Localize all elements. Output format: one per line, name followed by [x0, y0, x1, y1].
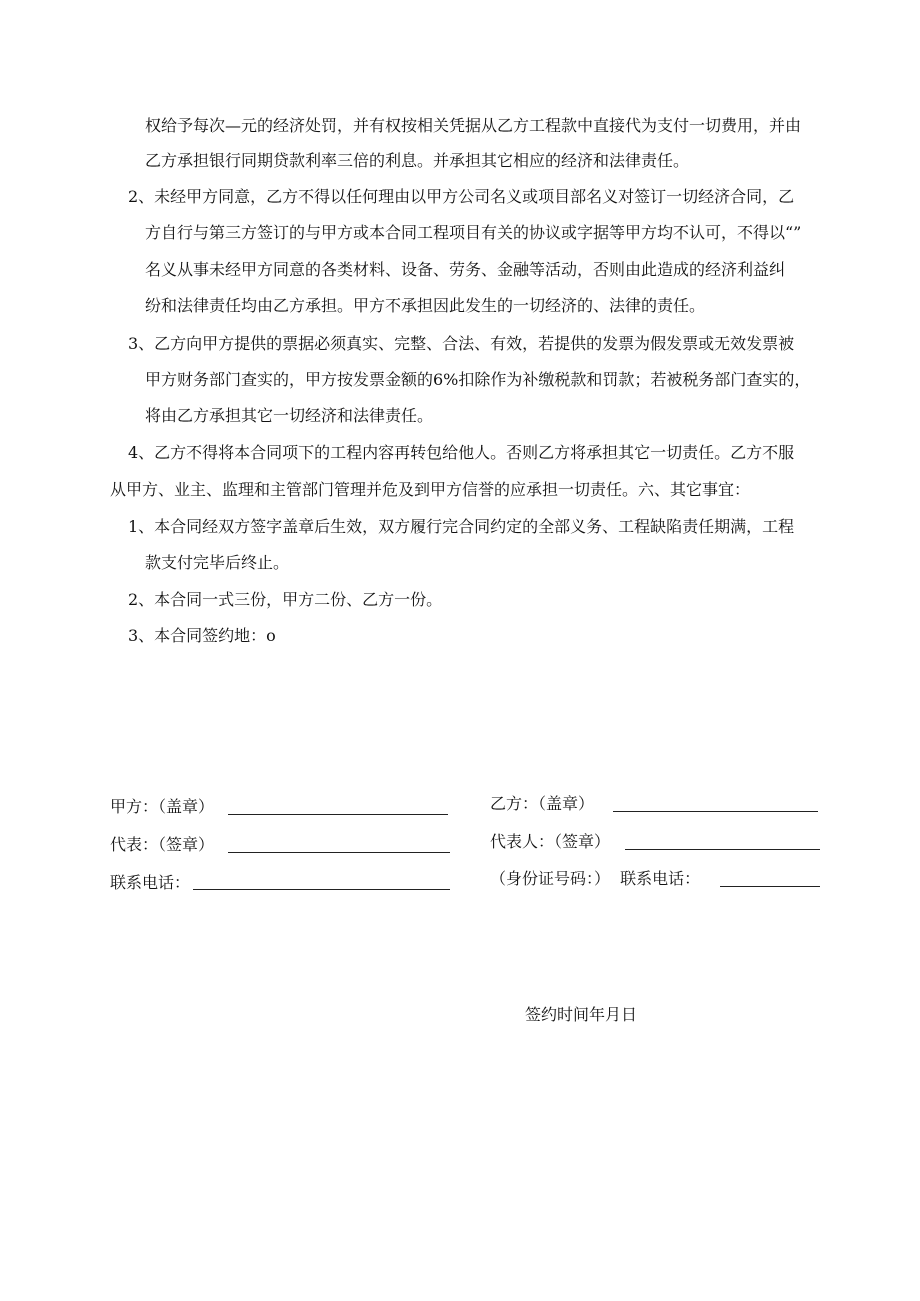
- other-2-line: 2、本合同一式三份，甲方二份、乙方一份。: [128, 590, 443, 609]
- party-a-phone-line: [193, 889, 450, 890]
- party-b-id-phone-label: （身份证号码：） 联系电话：: [490, 869, 701, 888]
- party-b-seal-line: [613, 811, 818, 812]
- party-b-rep-label: 代表人：（签章）: [490, 832, 611, 851]
- clause-4-line-1: 4、乙方不得将本合同项下的工程内容再转包给他人。否则乙方将承担其它一切责任。乙方不服: [128, 443, 795, 462]
- party-a-phone-label: 联系电话：: [110, 873, 191, 892]
- party-b-rep-line: [625, 849, 820, 850]
- clause-3-line-3: 将由乙方承担其它一切经济和法律责任。: [145, 406, 434, 425]
- party-b-phone-line: [720, 886, 820, 887]
- continuation-line-2: 乙方承担银行同期贷款利率三倍的利息。并承担其它相应的经济和法律责任。: [145, 151, 690, 170]
- clause-3-line-2: 甲方财务部门查实的，甲方按发票金额的6%扣除作为补缴税款和罚款；若被税务部门查实的，: [145, 370, 811, 389]
- party-a-seal-label: 甲方：（盖章）: [110, 797, 215, 816]
- continuation-line-1: 权给予每次—元的经济处罚，并有权按相关凭据从乙方工程款中直接代为支付一切费用，并由: [145, 116, 802, 135]
- clause-2-line-4: 纷和法律责任均由乙方承担。甲方不承担因此发生的一切经济的、法律的责任。: [145, 296, 706, 315]
- other-1-line-1: 1、本合同经双方签字盖章后生效，双方履行完合同约定的全部义务、工程缺陷责任期满，工程: [128, 517, 795, 536]
- clause-3-line-1: 3、乙方向甲方提供的票据必须真实、完整、合法、有效，若提供的发票为假发票或无效发票被: [128, 334, 795, 353]
- party-a-seal-line: [228, 814, 448, 815]
- signing-date: 签约时间年月日: [525, 1005, 638, 1024]
- clause-2-line-3: 名义从事未经甲方同意的各类材料、设备、劳务、金融等活动，否则由此造成的经济利益纠: [145, 260, 786, 279]
- party-b-seal-label: 乙方：（盖章）: [490, 794, 595, 813]
- party-a-rep-label: 代表：（签章）: [110, 835, 215, 854]
- clause-2-line-2: 方自行与第三方签订的与甲方或本合同工程项目有关的协议或字据等甲方均不认可，不得以“”: [145, 223, 802, 242]
- other-3-line: 3、本合同签约地：o: [128, 626, 276, 645]
- clause-2-line-1: 2、未经甲方同意，乙方不得以任何理由以甲方公司名义或项目部名义对签订一切经济合同，乙: [128, 187, 795, 206]
- party-a-rep-line: [228, 852, 450, 853]
- other-1-line-2: 款支付完毕后终止。: [145, 553, 290, 572]
- clause-4-line-2: 从甲方、业主、监理和主管部门管理并危及到甲方信誉的应承担一切责任。六、其它事宜：: [110, 480, 751, 499]
